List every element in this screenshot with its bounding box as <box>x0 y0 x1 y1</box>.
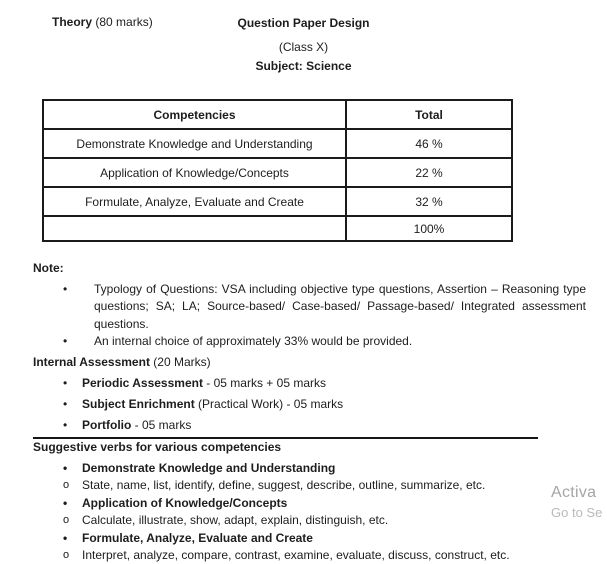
competency-cell: Application of Knowledge/Concepts <box>43 158 346 187</box>
total-cell: 46 % <box>346 129 512 158</box>
table-row <box>43 187 512 216</box>
competency-bullet <box>63 495 586 512</box>
class-subtitle: (Class X) <box>278 40 329 54</box>
bullet-icon: • <box>63 495 68 510</box>
assessment-item-detail: - 05 marks <box>131 418 192 432</box>
note-bullet-text: An internal choice of approximately 33% would be provided. <box>94 334 413 349</box>
internal-assessment-label: Internal Assessment <box>33 355 150 369</box>
subject-line: Subject: Science <box>255 59 352 73</box>
table-header-row <box>43 100 512 129</box>
assessment-item <box>63 397 344 411</box>
column-header-total: Total <box>346 100 512 129</box>
table-row <box>43 129 512 158</box>
total-cell: 22 % <box>346 158 512 187</box>
verbs-text: Calculate, illustrate, show, adapt, explain, distinguish, etc. <box>82 513 389 528</box>
competency-text: Application of Knowledge/Concepts <box>82 495 288 510</box>
assessment-item-label: Subject Enrichment <box>82 397 195 411</box>
verbs-text: Interpret, analyze, compare, contrast, examine, evaluate, discuss, construct, etc. <box>82 548 510 563</box>
page-title: Question Paper Design <box>237 16 370 30</box>
document-header <box>0 17 607 73</box>
column-header-competencies: Competencies <box>43 100 346 129</box>
bullet-icon: • <box>63 418 68 432</box>
note-bullet-list <box>33 281 586 351</box>
theory-marks: (80 marks) <box>92 15 153 29</box>
bullet-icon: • <box>63 461 68 475</box>
bullet-icon: • <box>63 397 68 411</box>
section-divider-line <box>33 437 538 439</box>
internal-assessment-marks: (20 Marks) <box>149 355 211 369</box>
assessment-item <box>63 418 343 432</box>
competency-text: Formulate, Analyze, Evaluate and Create <box>82 530 313 545</box>
total-cell: 100% <box>346 216 512 241</box>
competency-cell: Demonstrate Knowledge and Understanding <box>43 129 346 158</box>
verbs-bullet <box>63 477 586 494</box>
internal-assessment-section <box>33 356 343 440</box>
verbs-bullet <box>63 512 586 529</box>
watermark-subtext: Go to Se <box>551 505 603 520</box>
circle-bullet-icon: o <box>63 549 70 562</box>
competency-text: Demonstrate Knowledge and Understanding <box>82 461 336 475</box>
verbs-text: State, name, list, identify, define, suggest, describe, outline, summarize, etc. <box>82 478 486 493</box>
circle-bullet-icon: o <box>63 514 70 527</box>
assessment-item-label: Portfolio <box>82 418 132 432</box>
bullet-icon: • <box>63 334 68 349</box>
bullet-icon: • <box>63 530 68 545</box>
theory-label: Theory <box>52 15 93 29</box>
activate-windows-watermark: Activa <box>551 484 597 501</box>
note-bullet-text: Typology of Questions: VSA including objective type questions, Assertion – Reasoning type questions; SA; LA; Source-based/ Case-based/ Passage-based/ Integrated assessment questions. <box>94 282 586 331</box>
verbs-bullet <box>63 547 586 564</box>
assessment-item-label: Periodic Assessment <box>82 376 203 390</box>
note-section <box>33 261 586 351</box>
note-bullet <box>63 281 586 333</box>
assessment-item-detail: - 05 marks + 05 marks <box>202 376 326 390</box>
competencies-table <box>42 99 513 242</box>
competency-bullet <box>63 460 586 477</box>
bullet-icon: • <box>63 376 68 390</box>
assessment-item-detail: (Practical Work) - 05 marks <box>194 397 344 411</box>
circle-bullet-icon: o <box>63 479 70 492</box>
suggestive-verbs-list <box>33 460 586 564</box>
assessment-item <box>63 376 343 390</box>
bullet-icon: • <box>63 282 68 296</box>
table-row <box>43 158 512 187</box>
table-row <box>43 216 512 241</box>
note-label: Note: <box>33 261 64 275</box>
competency-cell <box>43 216 346 241</box>
internal-assessment-list <box>33 377 343 432</box>
competency-bullet <box>63 530 586 547</box>
competency-cell: Formulate, Analyze, Evaluate and Create <box>43 187 346 216</box>
suggestive-verbs-heading: Suggestive verbs for various competencies <box>33 440 282 454</box>
suggestive-verbs-section <box>33 441 586 564</box>
total-cell: 32 % <box>346 187 512 216</box>
internal-assessment-title <box>33 356 343 369</box>
note-bullet <box>63 333 586 350</box>
